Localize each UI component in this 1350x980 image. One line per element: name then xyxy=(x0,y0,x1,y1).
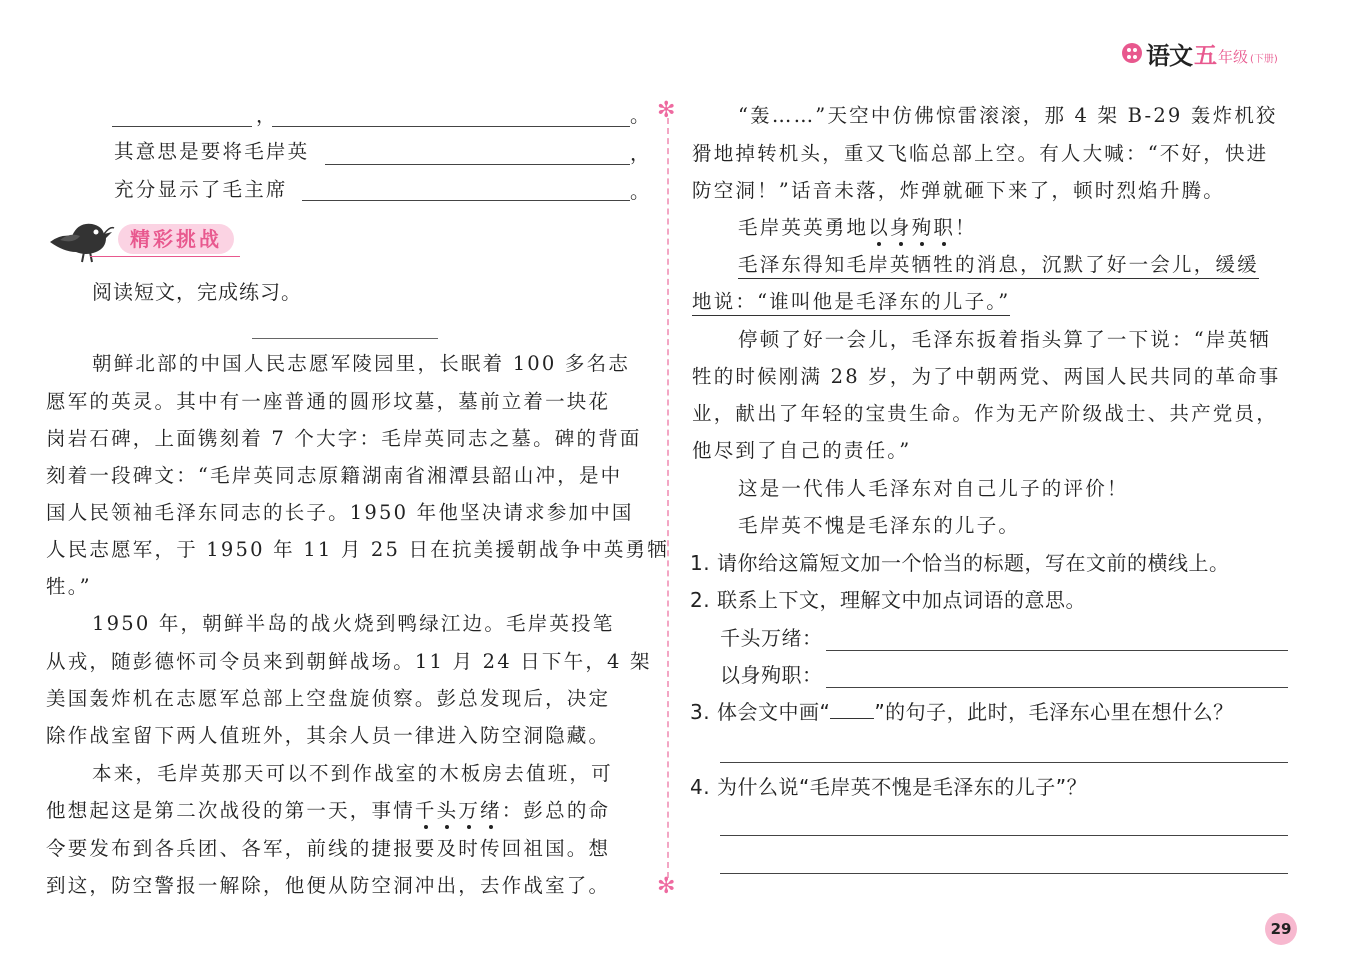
underlined-sentence xyxy=(692,290,1010,314)
question-3 xyxy=(690,700,1234,724)
passage-line: 从戎，随彭德怀司令员来到朝鲜战场。11 月 24 日下午，4 架 xyxy=(46,650,652,673)
passage-line: 毛岸英不愧是毛泽东的儿子。 xyxy=(738,514,1021,537)
passage-line: 愿军的英灵。其中有一座普通的圆形坟墓，墓前立着一块花 xyxy=(46,390,611,413)
passage-line: 他尽到了自己的责任。” xyxy=(692,439,912,462)
punctuation: 。 xyxy=(630,180,652,203)
dotted-char: 以 xyxy=(868,216,890,239)
passage-line: 人民志愿军，于 1950 年 11 月 25 日在抗美援朝战争中英勇牺 xyxy=(46,538,669,561)
question-1: 1. 请你给这篇短文加一个恰当的标题，写在文前的横线上。 xyxy=(690,551,1230,575)
underline-sample xyxy=(830,702,874,719)
passage-line: 除作战室留下两人值班外，其余人员一律进入防空洞隐藏。 xyxy=(46,724,611,747)
question-4: 4. 为什么说“毛岸英不愧是毛泽东的儿子”？ xyxy=(690,775,1088,799)
passage-line: 国人民领袖毛泽东同志的长子。1950 年他坚决请求参加中国 xyxy=(46,501,634,524)
bird-icon xyxy=(46,212,116,266)
passage-line: “轰……”天空中仿佛惊雷滚滚，那 4 架 B-29 轰炸机狡 xyxy=(738,104,1278,127)
divider-star-icon: ✻ xyxy=(657,98,676,123)
question-2b-label: 以身殉职： xyxy=(720,663,823,687)
instruction: 阅读短文，完成练习。 xyxy=(92,280,302,304)
question-3-post: ”的句子，此时，毛泽东心里在想什么？ xyxy=(874,700,1234,724)
answer-blank[interactable] xyxy=(720,762,1288,763)
brand-dice-icon xyxy=(1122,43,1142,63)
underlined-text: 地说：“谁叫他是毛泽东的儿子。” xyxy=(692,290,1010,316)
title-blank[interactable] xyxy=(252,338,438,339)
passage-line: 本来，毛岸英那天可以不到作战室的木板房去值班，可 xyxy=(92,762,613,785)
divider-star-icon: ✻ xyxy=(657,874,676,899)
passage-line: 这是一代伟人毛泽东对自己儿子的评价！ xyxy=(738,477,1129,500)
answer-blank[interactable] xyxy=(826,687,1288,688)
passage-line: 刻着一段碑文：“毛岸英同志原籍湖南省湘潭县韶山冲，是中 xyxy=(46,464,623,487)
passage-line: 岗岩石碑，上面镌刻着 7 个大字：毛岸英同志之墓。碑的背面 xyxy=(46,427,642,450)
passage-line: 令要发布到各兵团、各军，前线的捷报要及时传回祖国。想 xyxy=(46,837,611,860)
dotted-char: 绪 xyxy=(480,799,502,822)
dotted-char: 身 xyxy=(889,216,912,239)
dotted-char: 万 xyxy=(458,799,481,822)
passage-line: 1950 年，朝鲜半岛的战火烧到鸭绿江边。毛岸英投笔 xyxy=(92,612,615,635)
passage-text: 他想起这是第二次战役的第一天，事情 xyxy=(46,799,415,822)
section-underline xyxy=(90,256,240,257)
punctuation: ， xyxy=(630,142,652,165)
fill-label: 其意思是要将毛岸英 xyxy=(114,140,310,163)
answer-blank[interactable] xyxy=(826,650,1288,651)
book-brand xyxy=(1122,36,1278,70)
brand-grade: 五 xyxy=(1194,42,1217,69)
passage-text: ：彭总的命 xyxy=(501,799,611,822)
passage-text: 毛岸英英勇地 xyxy=(738,216,869,239)
fill-label: 充分显示了毛主席 xyxy=(114,178,288,201)
answer-blank[interactable] xyxy=(302,200,630,201)
passage-line: 停顿了好一会儿，毛泽东扳着指头算了一下说：“岸英牺 xyxy=(738,328,1271,351)
section-title: 精彩挑战 xyxy=(118,224,234,254)
answer-blank[interactable] xyxy=(325,164,630,165)
passage-line xyxy=(738,216,977,240)
answer-blank[interactable] xyxy=(720,835,1288,836)
passage-line: 业，献出了年轻的宝贵生命。作为无产阶级战士、共产党员， xyxy=(692,402,1278,425)
page-number: 29 xyxy=(1265,913,1297,945)
dotted-char: 千 xyxy=(414,799,437,822)
question-3-pre: 3. 体会文中画“ xyxy=(690,700,831,724)
question-2: 2. 联系上下文，理解文中加点词语的意思。 xyxy=(690,588,1086,612)
passage-line: 朝鲜北部的中国人民志愿军陵园里，长眠着 100 多名志 xyxy=(92,352,631,375)
column-divider xyxy=(667,118,669,878)
passage-text: ！ xyxy=(955,216,977,239)
underlined-sentence xyxy=(738,253,1259,277)
passage-line: 牲。” xyxy=(46,575,92,598)
passage-line: 防空洞！”话音未落，炸弹就砸下来了，顿时烈焰升腾。 xyxy=(692,179,1225,202)
answer-blank[interactable] xyxy=(112,126,252,127)
punctuation: 。 xyxy=(630,104,652,127)
passage-line: 美国轰炸机在志愿军总部上空盘旋侦察。彭总发现后，决定 xyxy=(46,687,611,710)
punctuation: ， xyxy=(256,104,278,127)
brand-subject: 语文 xyxy=(1146,41,1192,70)
answer-blank[interactable] xyxy=(720,873,1288,874)
dotted-char: 职 xyxy=(933,216,956,239)
dotted-char: 头 xyxy=(436,799,459,822)
passage-line: 猾地掉转机头，重又飞临总部上空。有人大喊：“不好，快进 xyxy=(692,142,1269,165)
passage-line: 牲的时候刚满 28 岁，为了中朝两党、两国人民共同的革命事 xyxy=(692,365,1281,388)
brand-volume: (下册) xyxy=(1250,53,1278,65)
passage-line xyxy=(46,799,610,823)
passage-line: 到这，防空警报一解除，他便从防空洞冲出，去作战室了。 xyxy=(46,874,611,897)
question-2a-label: 千头万绪： xyxy=(720,626,823,650)
brand-level: 年级 xyxy=(1218,47,1249,66)
underlined-text: 毛泽东得知毛岸英牺牲的消息，沉默了好一会儿，缓缓 xyxy=(738,253,1259,279)
dotted-char: 殉 xyxy=(911,216,934,239)
answer-blank[interactable] xyxy=(272,126,630,127)
